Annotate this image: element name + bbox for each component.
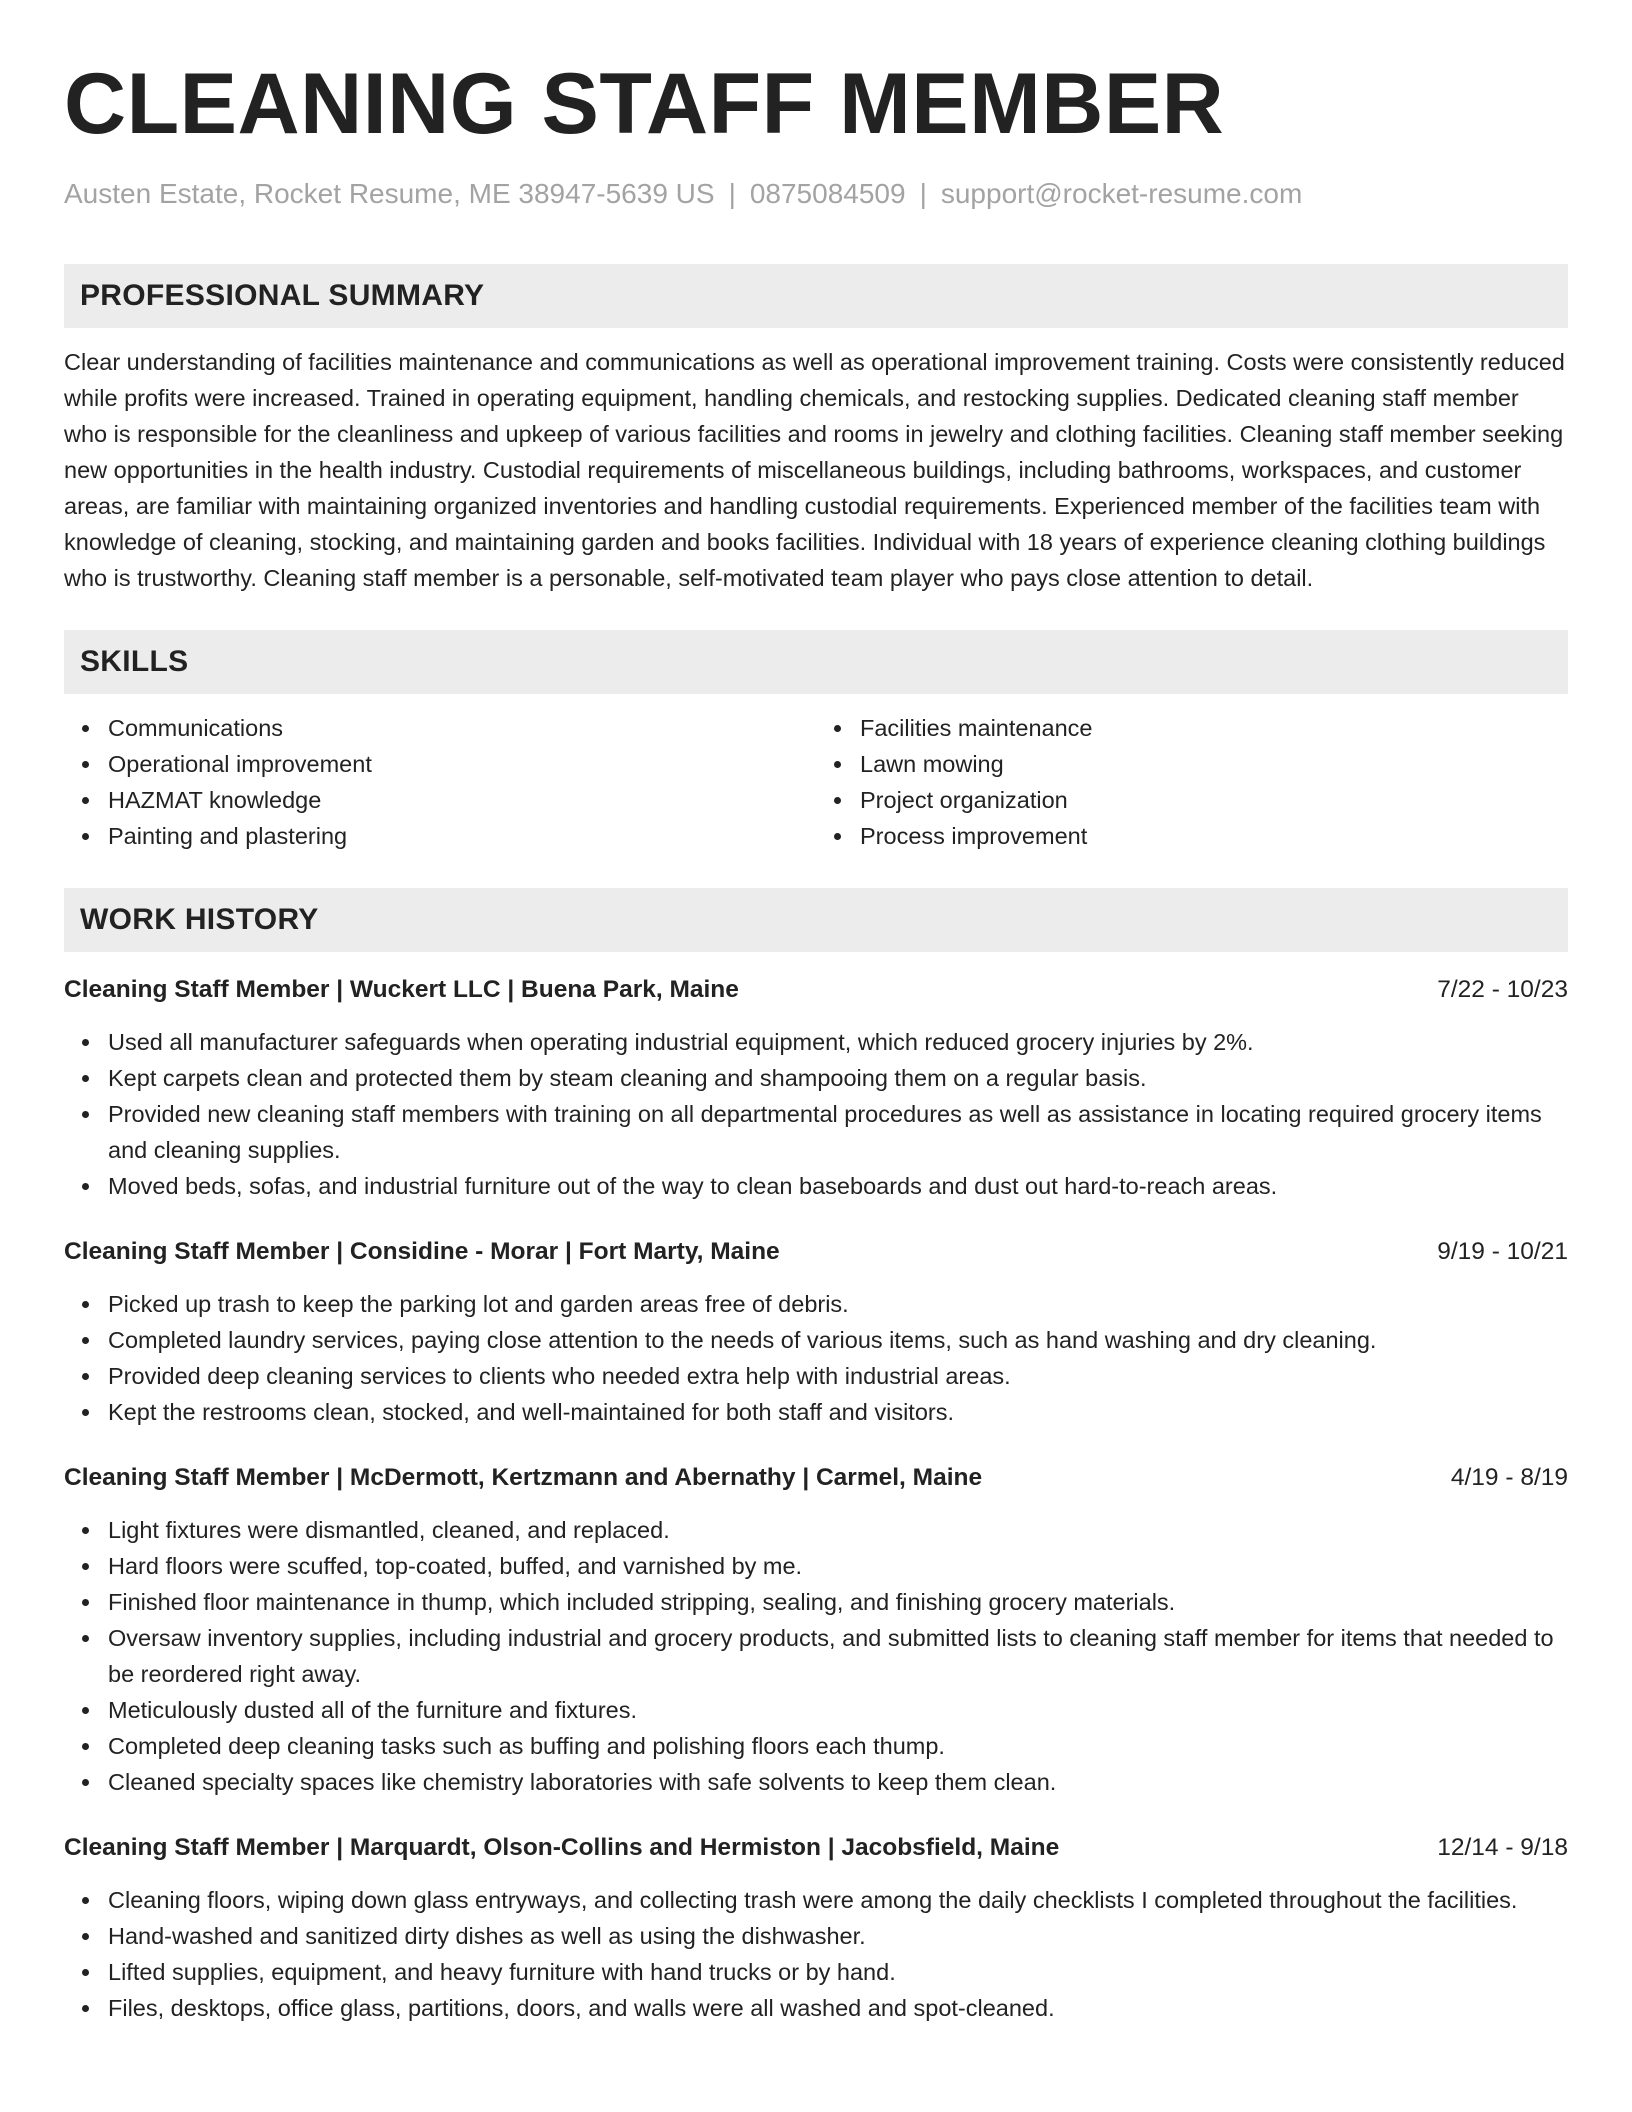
professional-summary-text: Clear understanding of facilities maintenance and communications as well as operational improvement training. Costs were consistently reduced while profits were increased. Trained in operating equipment, handling chemicals, and restocking supplies. Dedicated cleaning staff member who is responsible for the cleanliness and upkeep of various facilities and rooms in jewelry and clothing facilities. Cleaning staff member seeking new opportunities in the health industry. Custodial requirements of miscellaneous buildings, including bathrooms, workspaces, and customer areas, are familiar with maintaining organized inventories and handling custodial requirements. Experienced member of the facilities team with knowledge of cleaning, stocking, and maintaining garden and books facilities. Individual with 18 years of experience cleaning clothing buildings who is trustworthy. Cleaning staff member is a personable, self-motivated team player who pays close attention to detail. bbox=[64, 349, 1565, 591]
skills-list bbox=[64, 710, 1568, 854]
job-bullet: Lifted supplies, equipment, and heavy furniture with hand trucks or by hand. bbox=[108, 1954, 1568, 1990]
job-bullet: Kept carpets clean and protected them by steam cleaning and shampooing them on a regular basis. bbox=[108, 1060, 1568, 1096]
job-bullets bbox=[64, 1882, 1568, 2026]
job-bullet: Picked up trash to keep the parking lot and garden areas free of debris. bbox=[108, 1286, 1568, 1322]
contact-separator: | bbox=[728, 178, 736, 209]
job-entry bbox=[64, 1830, 1568, 2026]
skill-item: Lawn mowing bbox=[860, 746, 1568, 782]
skill-item: Operational improvement bbox=[108, 746, 816, 782]
contact-separator: | bbox=[919, 178, 927, 209]
job-bullet: Hard floors were scuffed, top-coated, buffed, and varnished by me. bbox=[108, 1548, 1568, 1584]
candidate-name: CLEANING STAFF MEMBER bbox=[64, 56, 1225, 152]
contact-line bbox=[64, 174, 1568, 214]
skills-column-right bbox=[816, 710, 1568, 854]
job-bullet: Completed deep cleaning tasks such as buffing and polishing floors each thump. bbox=[108, 1728, 1568, 1764]
contact-email[interactable]: support@rocket-resume.com bbox=[940, 178, 1303, 209]
job-bullet: Completed laundry services, paying close attention to the needs of various items, such as hand washing and dry cleaning. bbox=[108, 1322, 1568, 1358]
job-bullets bbox=[64, 1512, 1568, 1800]
skills-column-left bbox=[64, 710, 816, 854]
job-bullet: Provided deep cleaning services to clients who needed extra help with industrial areas. bbox=[108, 1358, 1568, 1394]
contact-phone[interactable]: 0875084509 bbox=[749, 178, 906, 209]
professional-summary-heading: PROFESSIONAL SUMMARY bbox=[64, 264, 1568, 328]
job-dates: 7/22 - 10/23 bbox=[1437, 976, 1568, 1003]
job-entry bbox=[64, 972, 1568, 1204]
job-entry bbox=[64, 1460, 1568, 1800]
job-bullets bbox=[64, 1024, 1568, 1204]
work-history-heading: WORK HISTORY bbox=[64, 888, 1568, 952]
job-dates: 4/19 - 8/19 bbox=[1450, 1464, 1568, 1491]
job-bullet: Finished floor maintenance in thump, which included stripping, sealing, and finishing grocery materials. bbox=[108, 1584, 1568, 1620]
job-header bbox=[64, 1234, 1568, 1270]
job-dates: 12/14 - 9/18 bbox=[1437, 1834, 1568, 1861]
job-entry bbox=[64, 1234, 1568, 1430]
job-bullet: Oversaw inventory supplies, including industrial and grocery products, and submitted lists to cleaning staff member for items that needed to be reordered right away. bbox=[108, 1620, 1568, 1692]
job-dates: 9/19 - 10/21 bbox=[1437, 1238, 1568, 1265]
skill-item: Communications bbox=[108, 710, 816, 746]
skill-item: HAZMAT knowledge bbox=[108, 782, 816, 818]
job-header bbox=[64, 972, 1568, 1008]
job-bullet: Cleaned specialty spaces like chemistry laboratories with safe solvents to keep them clean. bbox=[108, 1764, 1568, 1800]
job-title: Cleaning Staff Member | Considine - Morar | Fort Marty, Maine bbox=[64, 1238, 780, 1265]
job-bullet: Moved beds, sofas, and industrial furniture out of the way to clean baseboards and dust out hard-to-reach areas. bbox=[108, 1168, 1568, 1204]
skill-item: Facilities maintenance bbox=[860, 710, 1568, 746]
job-bullet: Meticulously dusted all of the furniture and fixtures. bbox=[108, 1692, 1568, 1728]
job-title: Cleaning Staff Member | Wuckert LLC | Buena Park, Maine bbox=[64, 976, 739, 1003]
job-bullet: Cleaning floors, wiping down glass entryways, and collecting trash were among the daily checklists I completed throughout the facilities. bbox=[108, 1882, 1568, 1918]
skill-item: Process improvement bbox=[860, 818, 1568, 854]
job-bullet: Light fixtures were dismantled, cleaned, and replaced. bbox=[108, 1512, 1568, 1548]
job-bullet: Files, desktops, office glass, partitions, doors, and walls were all washed and spot-cleaned. bbox=[108, 1990, 1568, 2026]
skill-item: Project organization bbox=[860, 782, 1568, 818]
job-bullets bbox=[64, 1286, 1568, 1430]
contact-address: Austen Estate, Rocket Resume, ME 38947-5639 US bbox=[64, 178, 715, 209]
job-bullet: Used all manufacturer safeguards when operating industrial equipment, which reduced grocery injuries by 2%. bbox=[108, 1024, 1568, 1060]
job-title: Cleaning Staff Member | McDermott, Kertzmann and Abernathy | Carmel, Maine bbox=[64, 1464, 983, 1491]
job-bullet: Hand-washed and sanitized dirty dishes as well as using the dishwasher. bbox=[108, 1918, 1568, 1954]
skill-item: Painting and plastering bbox=[108, 818, 816, 854]
job-header bbox=[64, 1830, 1568, 1866]
job-bullet: Kept the restrooms clean, stocked, and well-maintained for both staff and visitors. bbox=[108, 1394, 1568, 1430]
skills-heading: SKILLS bbox=[64, 630, 1568, 694]
job-title: Cleaning Staff Member | Marquardt, Olson-Collins and Hermiston | Jacobsfield, Maine bbox=[64, 1834, 1060, 1861]
job-header bbox=[64, 1460, 1568, 1496]
job-bullet: Provided new cleaning staff members with training on all departmental procedures as well as assistance in locating required grocery items and cleaning supplies. bbox=[108, 1096, 1568, 1168]
